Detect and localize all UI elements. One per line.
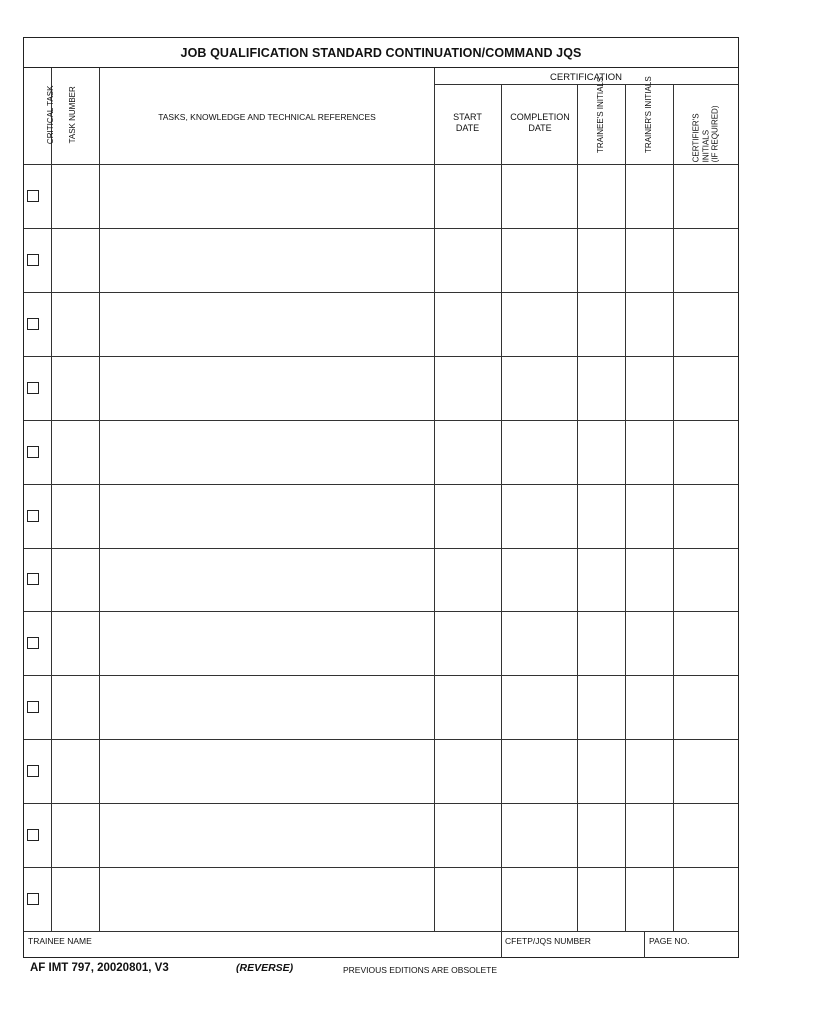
col-divider — [501, 84, 502, 958]
trainee-name-label: TRAINEE NAME — [28, 936, 92, 946]
bottom-divider — [24, 931, 738, 932]
row-divider — [24, 611, 738, 612]
critical-task-checkbox[interactable] — [27, 765, 39, 777]
critical-task-checkbox[interactable] — [27, 701, 39, 713]
header-task-number: TASK NUMBER — [68, 86, 78, 144]
row-divider — [24, 675, 738, 676]
header-completion-date: COMPLETION DATE — [510, 112, 570, 134]
obsolete-notice: PREVIOUS EDITIONS ARE OBSOLETE — [343, 965, 497, 975]
critical-task-checkbox[interactable] — [27, 637, 39, 649]
row-divider — [24, 548, 738, 549]
header-tasks: TASKS, KNOWLEDGE AND TECHNICAL REFERENCES — [158, 112, 376, 122]
row-divider — [24, 356, 738, 357]
critical-task-checkbox[interactable] — [27, 254, 39, 266]
certifier-line-3: (IF REQUIRED) — [710, 105, 720, 163]
header-certification: CERTIFICATION — [550, 72, 622, 83]
critical-task-checkbox[interactable] — [27, 446, 39, 458]
row-divider — [24, 228, 738, 229]
critical-task-checkbox[interactable] — [27, 510, 39, 522]
reverse-label: (REVERSE) — [236, 962, 294, 974]
critical-task-checkbox[interactable] — [27, 893, 39, 905]
col-divider — [434, 68, 435, 931]
critical-task-checkbox[interactable] — [27, 382, 39, 394]
header-trainee-initials: TRAINEE'S INITIALS — [596, 76, 605, 153]
header-trainer-initials: TRAINER'S INITIALS — [644, 76, 653, 153]
header-critical-task: CRITICAL TASK — [46, 85, 56, 145]
header-start-date: START DATE — [453, 112, 482, 134]
page-no-label: PAGE NO. — [649, 936, 690, 946]
jqs-form — [23, 37, 739, 958]
form-id: AF IMT 797, 20020801, V3 — [30, 962, 169, 974]
cfetp-number-label: CFETP/JQS NUMBER — [505, 936, 591, 946]
row-divider — [24, 420, 738, 421]
form-title: JOB QUALIFICATION STANDARD CONTINUATION/COMMAND JQS — [24, 38, 738, 68]
critical-task-checkbox[interactable] — [27, 573, 39, 585]
row-divider — [24, 484, 738, 485]
col-divider — [51, 68, 52, 931]
certifier-line-1: CERTIFIER'S — [691, 113, 701, 163]
critical-task-checkbox[interactable] — [27, 829, 39, 841]
row-divider — [24, 803, 738, 804]
critical-task-checkbox[interactable] — [27, 190, 39, 202]
col-divider — [644, 931, 645, 958]
col-divider — [99, 68, 100, 931]
header-divider — [24, 164, 738, 165]
row-divider — [24, 739, 738, 740]
header-certifier-initials — [692, 82, 721, 162]
critical-task-checkbox[interactable] — [27, 318, 39, 330]
certifier-line-2: INITIALS — [701, 129, 711, 163]
row-divider — [24, 292, 738, 293]
row-divider — [24, 867, 738, 868]
